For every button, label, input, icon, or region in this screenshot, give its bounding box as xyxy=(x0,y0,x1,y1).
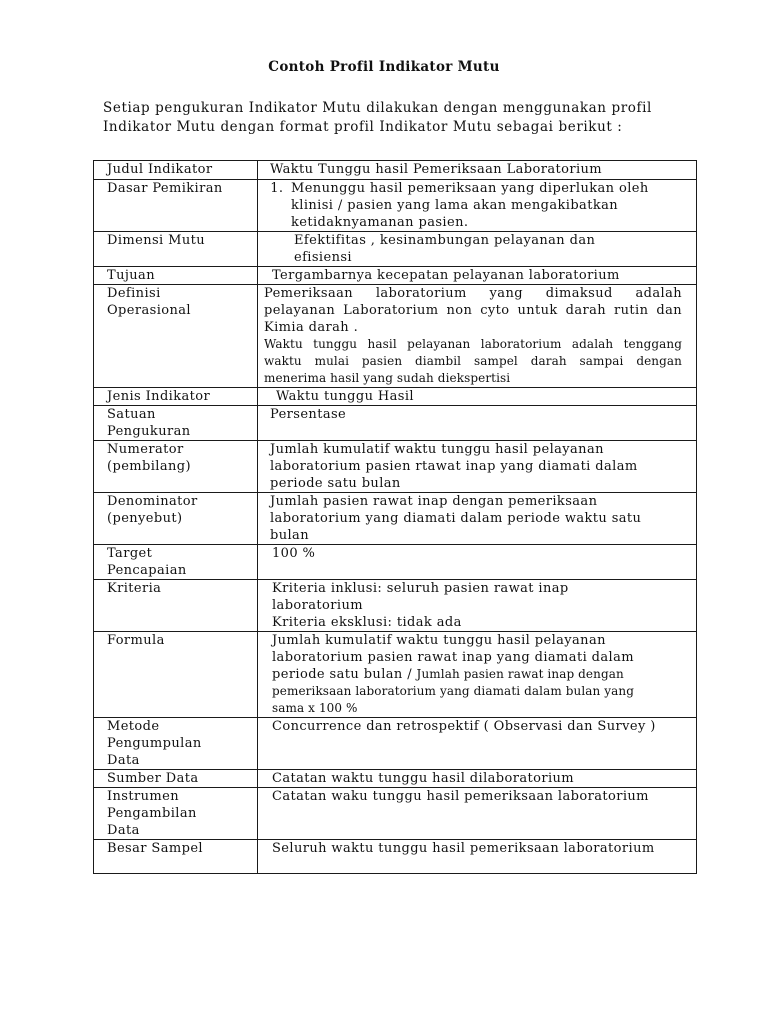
kriteria-inklusi: Kriteria inklusi: seluruh pasien rawat inap laboratorium xyxy=(272,581,569,613)
label-metode-line-1: Metode xyxy=(107,719,160,734)
value-besar-sampel: Seluruh waktu tunggu hasil pemeriksaan laboratorium xyxy=(258,840,697,874)
row-target-pencapaian xyxy=(94,545,697,580)
value-dasar-pemikiran xyxy=(258,180,697,232)
intro-paragraph xyxy=(103,99,703,137)
row-judul-indikator xyxy=(94,161,697,180)
formula-part-2: Jumlah pasien rawat inap dengan pemeriksaan laboratorium yang diamati dalam bulan yang sama x 100 % xyxy=(272,667,635,715)
value-satuan-pengukuran: Persentase xyxy=(258,406,697,441)
indicator-profile-table xyxy=(93,160,697,874)
row-dasar-pemikiran xyxy=(94,180,697,232)
value-definisi-operasional xyxy=(258,285,697,388)
label-definisi-operasional xyxy=(94,285,258,388)
value-metode-pengumpulan-data: Concurrence dan retrospektif ( Observasi dan Survey ) xyxy=(258,718,697,770)
label-kriteria: Kriteria xyxy=(94,580,258,632)
label-judul-indikator: Judul Indikator xyxy=(94,161,258,180)
label-instrumen-line-1: Instrumen xyxy=(107,789,179,804)
label-satuan-line-1: Satuan xyxy=(107,407,156,422)
label-denominator-line-2: (penyebut) xyxy=(107,511,183,526)
row-instrumen-pengambilan-data xyxy=(94,788,697,840)
label-definisi-line-2: Operasional xyxy=(107,303,191,318)
label-instrumen-line-2: Pengambilan xyxy=(107,806,197,821)
row-dimensi-mutu xyxy=(94,232,697,267)
value-tujuan: Tergambarnya kecepatan pelayanan laboratorium xyxy=(258,267,697,285)
row-definisi-operasional xyxy=(94,285,697,388)
row-satuan-pengukuran xyxy=(94,406,697,441)
value-kriteria xyxy=(258,580,697,632)
value-formula xyxy=(258,632,697,718)
dimensi-mutu-text: Efektifitas , kesinambungan pelayanan dan efisiensi xyxy=(294,233,596,265)
label-dimensi-mutu: Dimensi Mutu xyxy=(94,232,258,267)
reason-item-1: 1. Menunggu hasil pemeriksaan yang diperlukan oleh klinisi / pasien yang lama akan mengakibatkan ketidaknyamanan pasien. xyxy=(288,180,684,231)
label-numerator-line-1: Numerator xyxy=(107,442,184,457)
row-sumber-data xyxy=(94,770,697,788)
label-target-line-2: Pencapaian xyxy=(107,563,187,578)
label-metode-pengumpulan-data xyxy=(94,718,258,770)
label-instrumen-line-3: Data xyxy=(107,823,140,838)
label-sumber-data: Sumber Data xyxy=(94,770,258,788)
label-metode-line-3: Data xyxy=(107,753,140,768)
label-target-line-1: Target xyxy=(107,546,153,561)
row-denominator xyxy=(94,493,697,545)
label-satuan-line-2: Pengukuran xyxy=(107,424,191,439)
value-denominator: Jumlah pasien rawat inap dengan pemeriksaan laboratorium yang diamati dalam periode waktu satu bulan xyxy=(258,493,697,545)
value-dimensi-mutu xyxy=(258,232,697,267)
page-title: Contoh Profil Indikator Mutu xyxy=(268,59,500,75)
value-instrumen-pengambilan-data: Catatan waku tunggu hasil pemeriksaan laboratorium xyxy=(258,788,697,840)
value-numerator: Jumlah kumulatif waktu tunggu hasil pelayanan laboratorium pasien rtawat inap yang diamati dalam periode satu bulan xyxy=(258,441,697,493)
kriteria-eksklusi: Kriteria eksklusi: tidak ada xyxy=(272,615,462,630)
label-metode-line-2: Pengumpulan xyxy=(107,736,202,751)
row-numerator xyxy=(94,441,697,493)
intro-line-2: Indikator Mutu dengan format profil Indikator Mutu sebagai berikut : xyxy=(103,119,623,135)
row-tujuan xyxy=(94,267,697,285)
label-instrumen-pengambilan-data xyxy=(94,788,258,840)
label-target-pencapaian xyxy=(94,545,258,580)
row-jenis-indikator xyxy=(94,388,697,406)
label-definisi-line-1: Definisi xyxy=(107,286,161,301)
value-jenis-indikator: Waktu tunggu Hasil xyxy=(258,388,697,406)
value-sumber-data: Catatan waktu tunggu hasil dilaboratorium xyxy=(258,770,697,788)
row-besar-sampel xyxy=(94,840,697,874)
label-denominator-line-1: Denominator xyxy=(107,494,198,509)
row-formula xyxy=(94,632,697,718)
value-target-pencapaian: 100 % xyxy=(258,545,697,580)
label-numerator xyxy=(94,441,258,493)
label-numerator-line-2: (pembilang) xyxy=(107,459,191,474)
formula-part-1: Jumlah kumulatif waktu tunggu hasil pelayanan laboratorium pasien rawat inap yang diamati dalam periode satu bulan / xyxy=(272,633,634,682)
label-jenis-indikator: Jenis Indikator xyxy=(94,388,258,406)
label-besar-sampel: Besar Sampel xyxy=(94,840,258,874)
label-satuan-pengukuran xyxy=(94,406,258,441)
label-denominator xyxy=(94,493,258,545)
value-judul-indikator: Waktu Tunggu hasil Pemeriksaan Laboratorium xyxy=(258,161,697,180)
row-kriteria xyxy=(94,580,697,632)
definisi-paragraph-1: Pemeriksaan laboratorium yang dimaksud adalah pelayanan Laboratorium non cyto untuk darah rutin dan Kimia darah . xyxy=(264,286,682,335)
row-metode-pengumpulan-data xyxy=(94,718,697,770)
intro-line-1: Setiap pengukuran Indikator Mutu dilakukan dengan menggunakan profil xyxy=(103,100,652,116)
label-tujuan: Tujuan xyxy=(94,267,258,285)
label-dasar-pemikiran: Dasar Pemikiran xyxy=(94,180,258,232)
reasons-list xyxy=(262,180,684,231)
definisi-paragraph-2: Waktu tunggu hasil pelayanan laboratorium adalah tenggang waktu mulai pasien diambil sampel darah sampai dengan menerima hasil yang sudah diekspertisi xyxy=(264,337,682,385)
label-formula: Formula xyxy=(94,632,258,718)
